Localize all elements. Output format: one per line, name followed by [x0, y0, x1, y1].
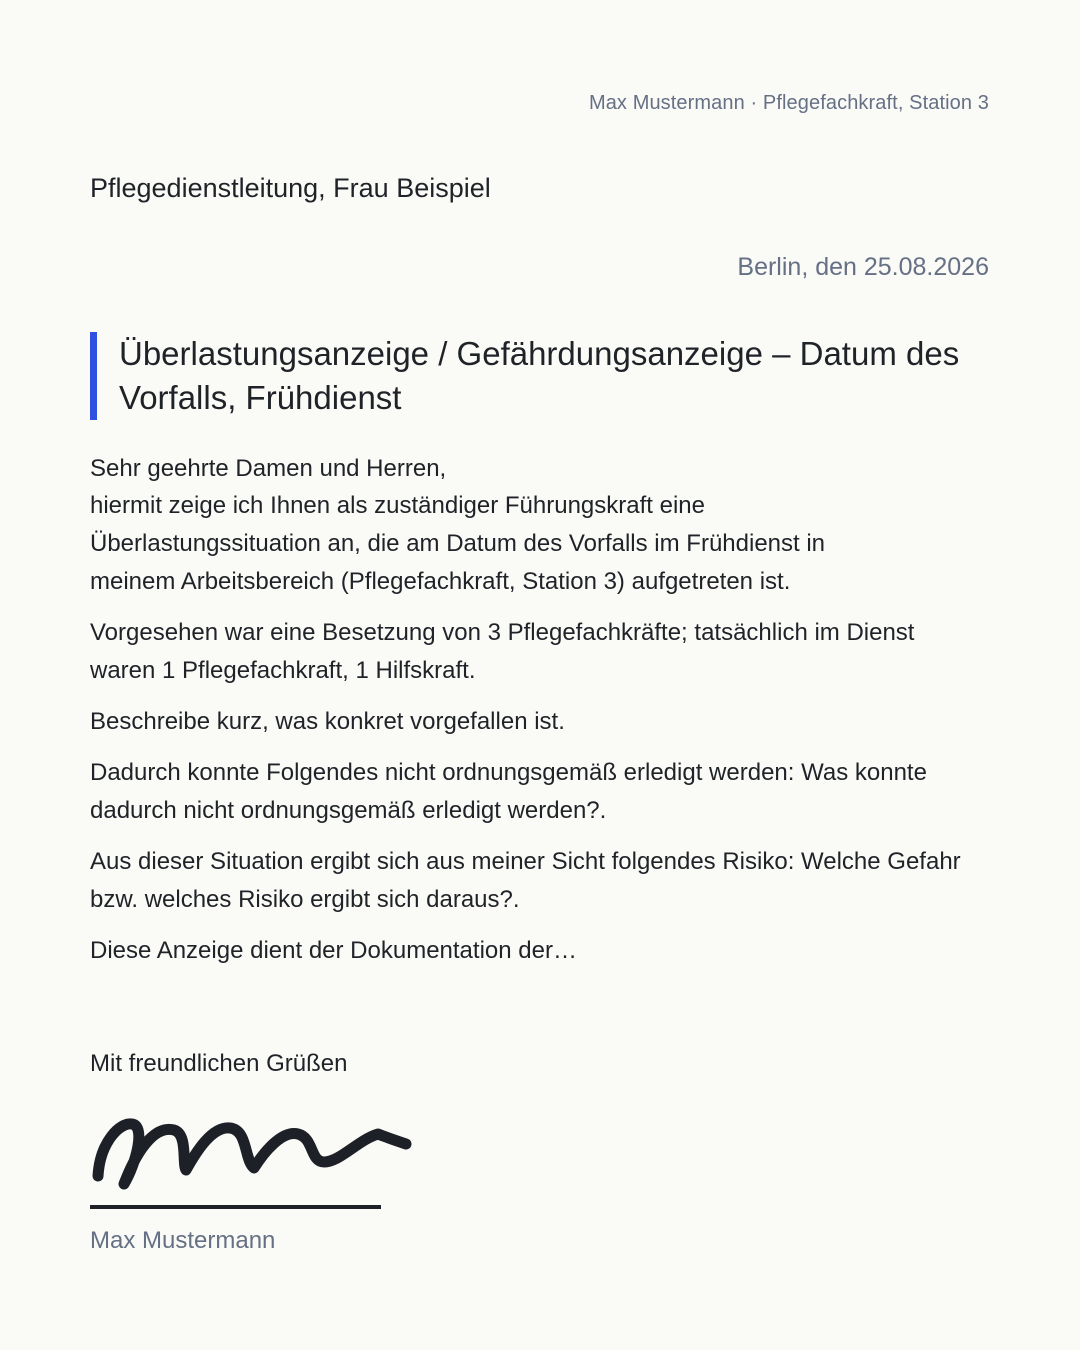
- subject-heading: Überlastungsanzeige / Gefährdungsanzeige – Datum des Vorfalls, Frühdienst: [90, 332, 990, 420]
- date-line: Berlin, den 25.08.2026: [737, 253, 989, 281]
- body-paragraph-1: hiermit zeige ich Ihnen als zuständiger Führungskraft eine Überlastungssituation an, die am Datum des Vorfalls im Frühdienst in meinem Arbeitsbereich (Pflegefachkraft, Station 3) aufgetreten ist.: [90, 492, 826, 595]
- letter-body: [90, 451, 970, 983]
- signature-line: [90, 1205, 381, 1209]
- sender-line: Max Mustermann · Pflegefachkraft, Station 3: [588, 92, 989, 114]
- body-paragraph-3: Beschreibe kurz, was konkret vorgefallen ist.: [90, 708, 565, 735]
- body-paragraph-6: Diese Anzeige dient der Dokumentation der…: [90, 937, 577, 964]
- closing-line: Mit freundlichen Grüßen: [90, 1050, 348, 1077]
- signer-name: Max Mustermann: [90, 1227, 276, 1254]
- recipient-line: Pflegedienstleitung, Frau Beispiel: [90, 173, 491, 203]
- signature-scribble: [88, 1112, 418, 1197]
- body-paragraph-4: Dadurch konnte Folgendes nicht ordnungsgemäß erledigt werden: Was konnte dadurch nicht ordnungsgemäß erledigt werden?.: [90, 759, 927, 824]
- salutation: Sehr geehrte Damen und Herren,: [90, 455, 447, 482]
- body-paragraph-5: Aus dieser Situation ergibt sich aus meiner Sicht folgendes Risiko: Welche Gefahr bzw. welches Risiko ergibt sich daraus?.: [90, 848, 961, 913]
- body-paragraph-2: Vorgesehen war eine Besetzung von 3 Pflegefachkräfte; tatsächlich im Dienst waren 1 Pflegefachkraft, 1 Hilfskraft.: [90, 619, 915, 684]
